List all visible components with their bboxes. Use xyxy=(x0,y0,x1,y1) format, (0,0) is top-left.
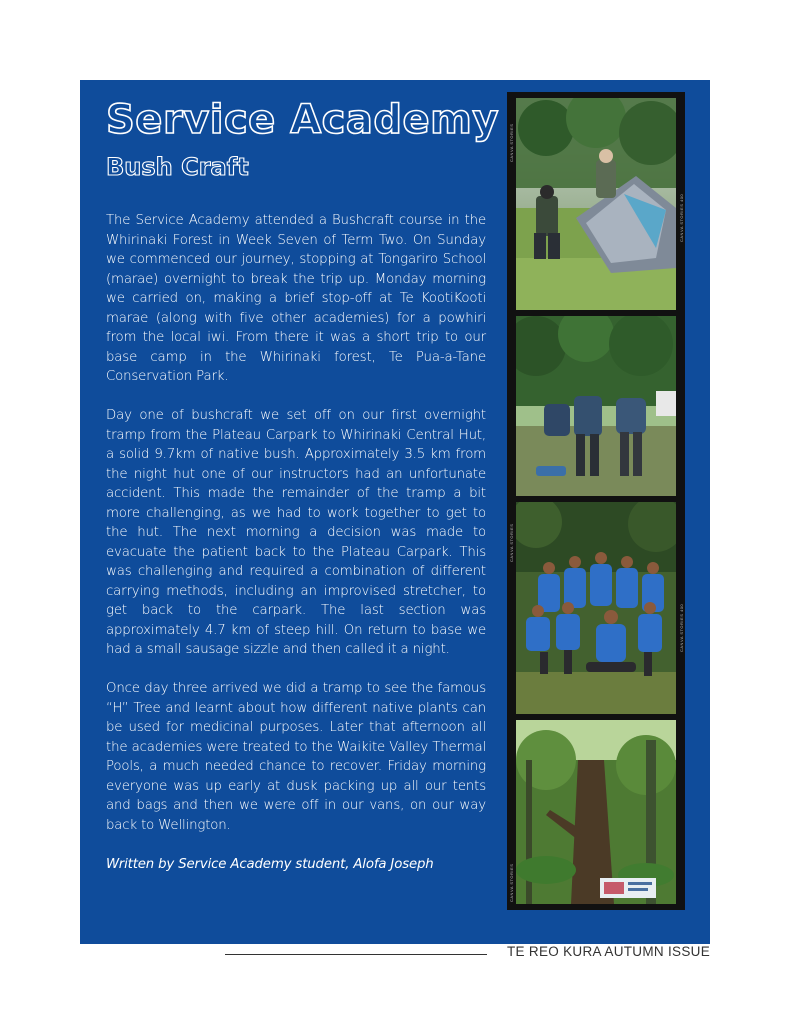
footer-publication: TE REO KURA AUTUMN ISSUE xyxy=(507,944,710,959)
article-paragraph-1: The Service Academy attended a Bushcraft course in the Whirinaki Forest in Week Seven of Term Two. On Sunday we commenced our journey, stopping at Tongariro School (marae) overnight to break the trip up. Monday morning we carried on, making a brief stop-off at Te KootiKooti marae (along with five other academies) for a powhiri from the local iwi. From there it was a short trip to our base camp in the Whirinaki forest, Te Pua-a-Tane Conservation Park. xyxy=(106,213,486,384)
photo-filmstrip xyxy=(507,92,685,910)
photo-tent-icon xyxy=(516,98,676,310)
page-subtitle: Bush Craft xyxy=(106,153,249,181)
page-title: Service Academy xyxy=(106,97,499,143)
article-body xyxy=(106,211,486,894)
article-byline: Written by Service Academy student, Alofa Joseph xyxy=(106,856,434,872)
photo-packs-icon xyxy=(516,316,676,496)
article-paragraph-3: Once day three arrived we did a tramp to see the famous “H” Tree and learnt about how different native plants can be used for medicinal purposes. Later that afternoon all the academies were treated to the Waikite Valley Thermal Pools, a much needed chance to recover. Friday morning everyone was up early at dusk packing up all our tents and bags and then we were off in our vans, on our way back to Wellington. xyxy=(106,681,486,833)
photo-group xyxy=(516,502,676,714)
article-paragraph-2: Day one of bushcraft we set off on our first overnight tramp from the Plateau Carpark to Whirinaki Central Hut, a solid 9.7km of native bush. Approximately 3.5 km from the night hut one of our instructors had an unfortunate accident. This made the remainder of the tramp a bit more challenging, as we had to work together to get to the hut. The next morning a decision was made to evacuate the patient back to the Plateau Carpark. This was challenging and required a combination of different carrying methods, including an improvised stretcher, to get back to the carpark. The last section was approximately 4.7 km of steep hill. On return to base we had a small sausage sizzle and then called it a night. xyxy=(106,408,486,657)
film-edge-label: CANVA STORIES 400 xyxy=(679,193,684,242)
photo-tree-icon xyxy=(516,720,676,904)
film-edge-label: CANVA STORIES xyxy=(509,523,514,562)
photo-tent-pitching xyxy=(516,98,676,310)
photo-group-icon xyxy=(516,502,676,714)
photo-native-tree xyxy=(516,720,676,904)
photo-backpacks xyxy=(516,316,676,496)
footer-divider xyxy=(225,954,487,955)
film-edge-label: CANVA STORIES xyxy=(509,863,514,902)
film-edge-label: CANVA STORIES 400 xyxy=(679,603,684,652)
film-edge-label: CANVA STORIES xyxy=(509,123,514,162)
